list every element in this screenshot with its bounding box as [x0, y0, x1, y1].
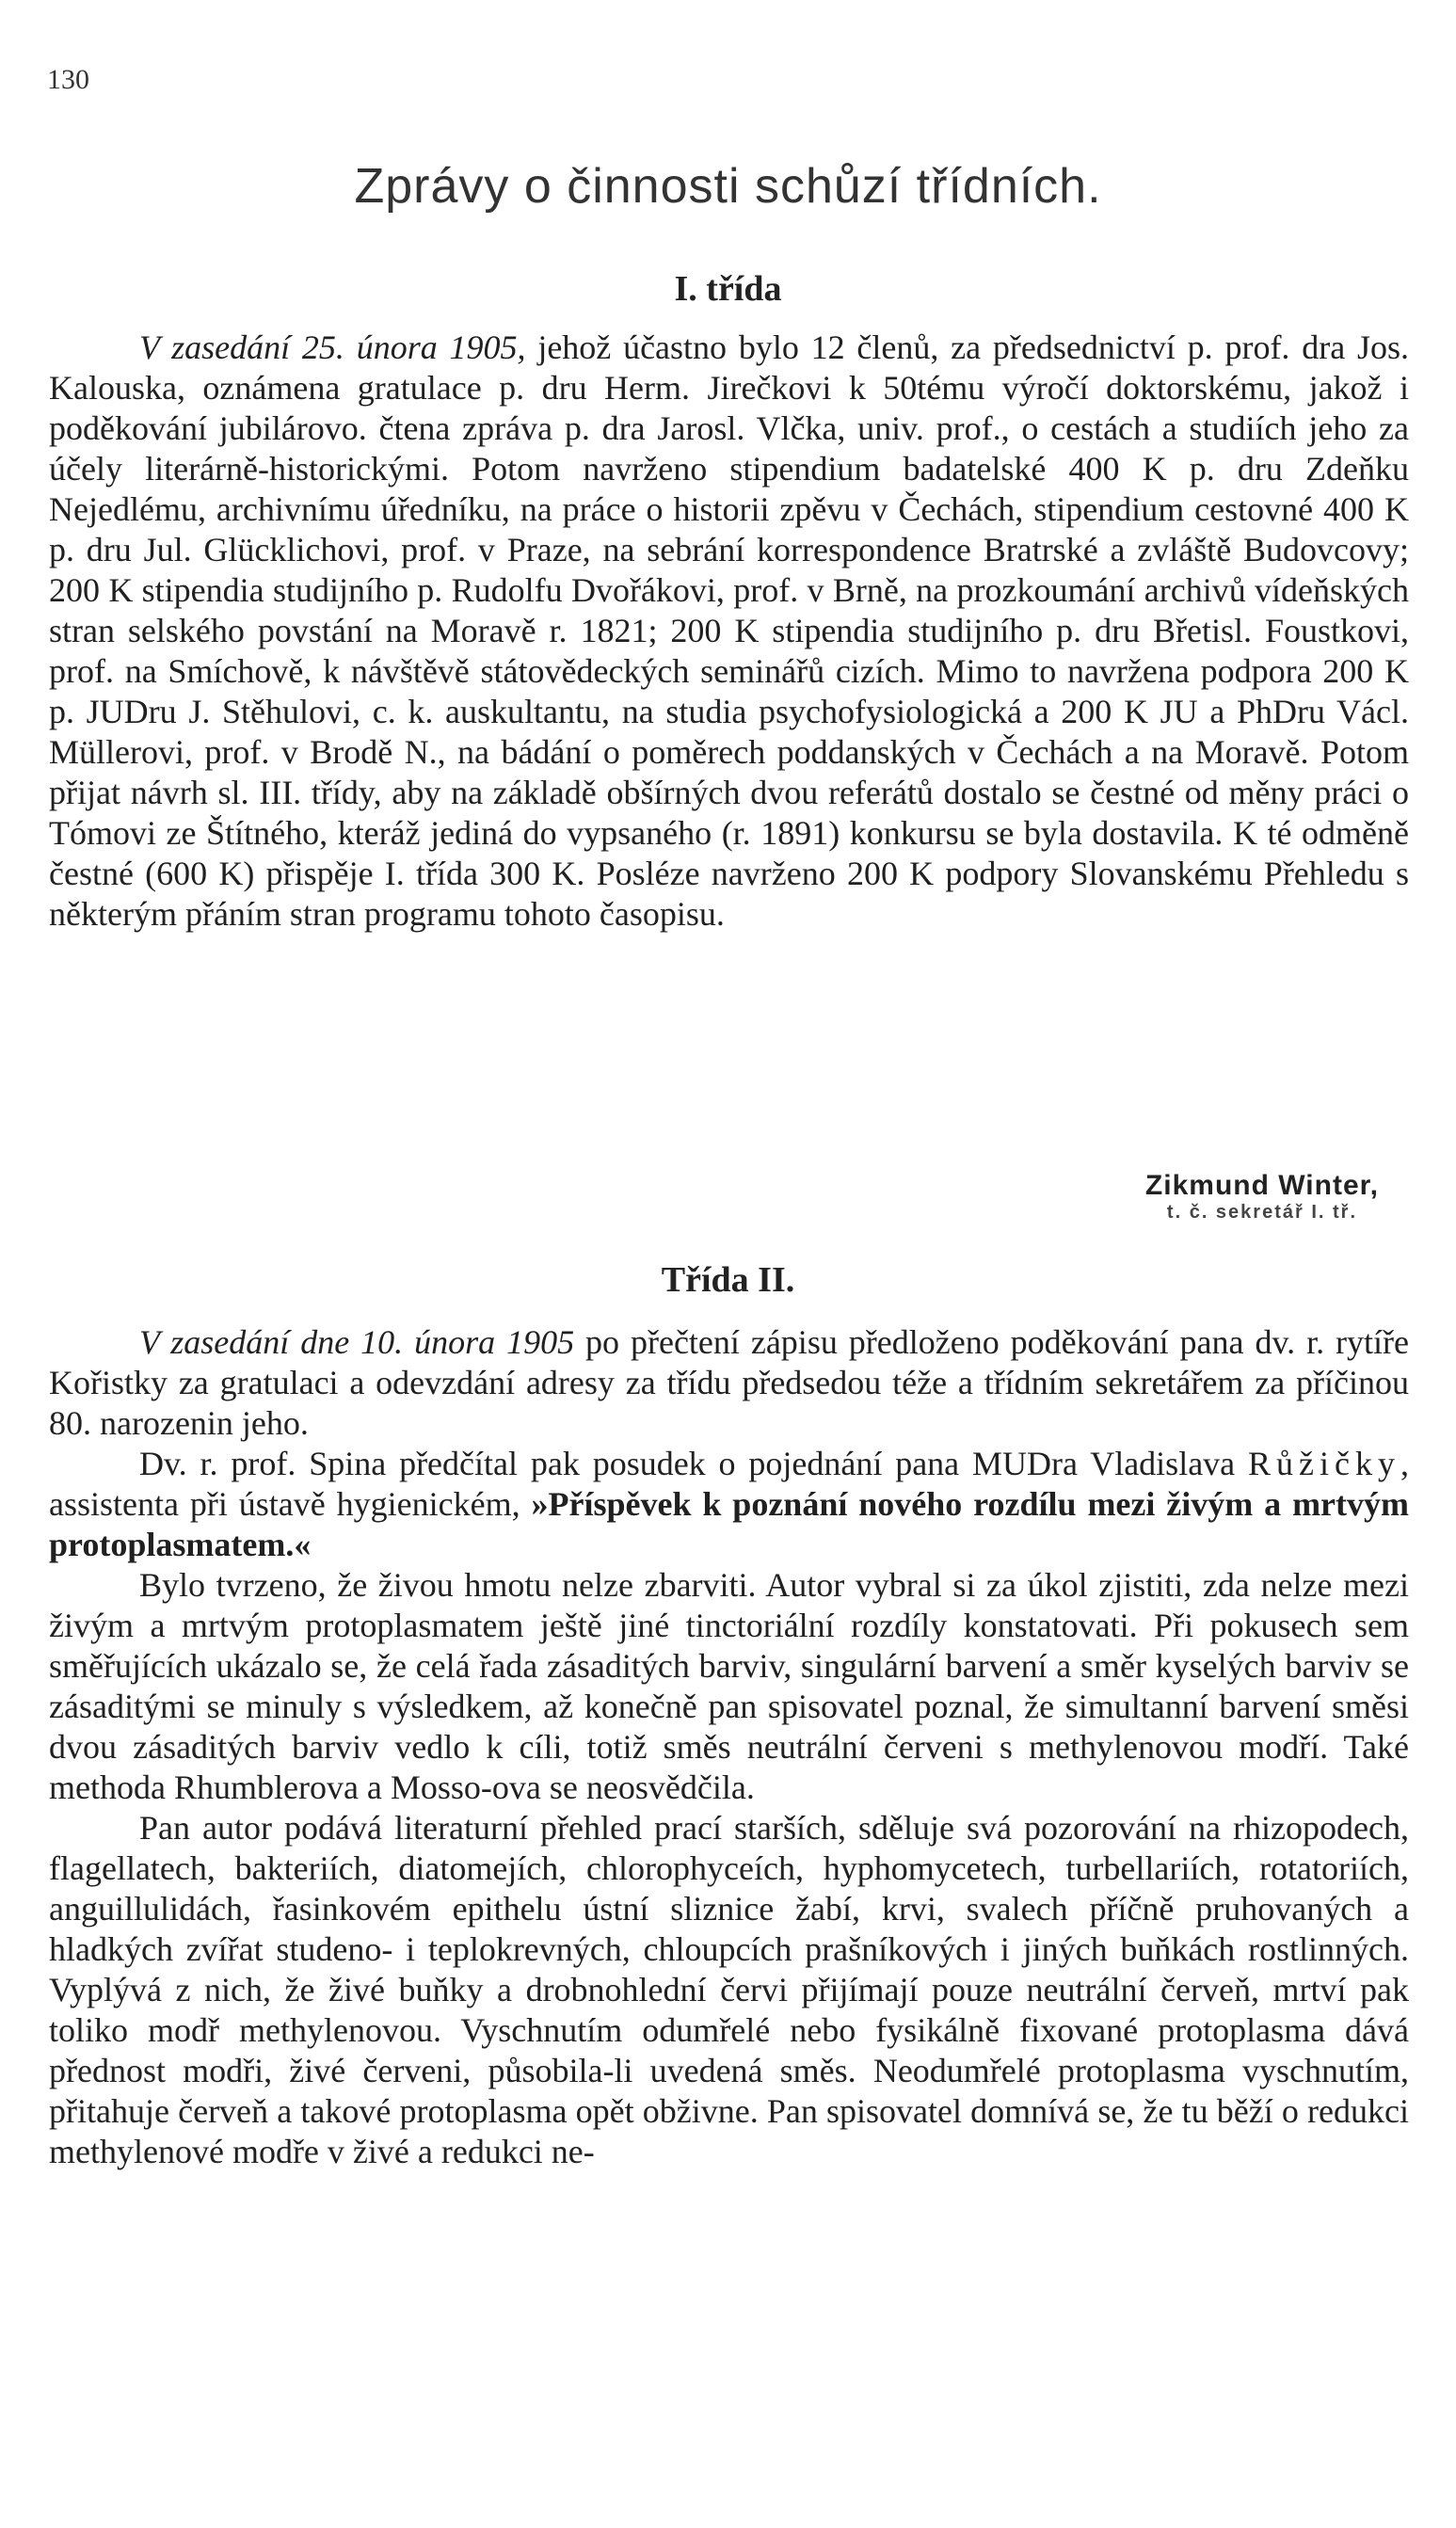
- section-2-paragraph-4: Pan autor podává literaturní přehled prací starších, sděluje svá pozorování na rhizopodech, flagellatech, bakteriích, diatomejích, chlorophyceích, hyphomycetech, turbellariích, rotatoriích, anguillulidách, řasinkovém epithelu ústní sliznice žabí, krvi, svalech příčně pruhovaných a hladkých zvířat studeno- i teplokrevných, chloupcích prašníkových i jiných buňkách rostlinných. Vyplývá z nich, že živé buňky a drobnohlední červi přijímají pouze neutrální červeň, mrtví pak toliko modř methylenovou. Vyschnutím odumřelé nebo fysikálně fixované protoplasma dává přednost modři, živé červeni, působila-li uvedená směs. Neodumřelé protoplasma vyschnutím, přitahuje červeň a takové protoplasma opět obživne. Pan spisovatel domnívá se, že tu běží o redukci methylenové modře v živé a redukci ne-: [49, 1809, 1409, 2170]
- section-2-paragraph-2: [49, 1444, 1409, 1565]
- page-title: Zprávy o činnosti schůzí třídních.: [354, 159, 1102, 214]
- signature-role: t. č. sekretář I. tř.: [1166, 1202, 1357, 1223]
- paragraph-text: Dv. r. prof. Spina předčítal pak posudek o pojednání pana MUDra Vladislava: [139, 1445, 1249, 1482]
- section-1-paragraph: [49, 328, 1409, 935]
- author-name-spaced: Růžičky: [1248, 1445, 1400, 1482]
- paragraph-text: po přečtení zápisu předloženo poděkování pana dv. r. rytíře Kořistky za gratulaci a odevzdání adresy za třídu předsedou téže a třídním sekretářem za příčinou 80. narozenin jeho.: [49, 1323, 1409, 1442]
- section-heading-class-1: I. třída: [674, 269, 782, 309]
- section-heading-class-2: Třída II.: [661, 1260, 795, 1300]
- session-date-italic: V zasedání dne 10. února 1905: [139, 1323, 575, 1361]
- page-number: 130: [47, 64, 89, 95]
- signature-name: Zikmund Winter,: [1144, 1170, 1379, 1201]
- paragraph-text: , assistenta při ústavě hygienickém,: [49, 1445, 1409, 1523]
- paragraph-text: jehož účastno bylo 12 členů, za předsednictví p. prof. dra Jos. Kalouska, oznámena gratulace p. dru Herm. Jirečkovi k 50tému výročí doktorskému, jakož i poděkování jubilárovo. čtena zpráva p. dra Jarosl. Vlčka, univ. prof., o cestách a studiích jeho za účely literárně-historickými. Potom navrženo stipendium badatelské 400 K p. dru Zdeňku Nejedlému, archivnímu úředníku, na práce o historii zpěvu v Čechách, stipendium cestovné 400 K p. dru Jul. Glücklichovi, prof. v Praze, na sebrání korrespondence Bratrské a zvláště Budovcovy; 200 K stipendia studijního p. Rudolfu Dvořákovi, prof. v Brně, na prozkoumání archivů vídeňských stran selského povstání na Moravě r. 1821; 200 K stipendia studijního p. dru Břetisl. Foustkovi, prof. na Smíchově, k návštěvě státovědeckých seminářů cizích. Mimo to navržena podpora 200 K p. JUDru J. Stěhulovi, c. k. auskultantu, na studia psychofysiologická a 200 K JU a PhDru Václ. Müllerovi, prof. v Brodě N., na bádání o poměrech poddanských v Čechách a na Moravě. Potom přijat návrh sl. III. třídy, aby na základě obšírných dvou referátů dostalo se čestné od měny práci o Tómovi ze Štítného, kteráž jediná do vypsaného (r. 1891) konkursu se byla dostavila. K té odměně čestné (600 K) přispěje I. třída 300 K. Posléze navrženo 200 K podpory Slovanskému Přehledu s některým přáním stran programu tohoto časopisu.: [49, 328, 1409, 933]
- session-date-italic: V zasedání 25. února 1905,: [139, 328, 526, 366]
- section-2-body: [49, 1322, 1409, 2172]
- section-2-paragraph-1: [49, 1322, 1409, 1444]
- treatise-title-bold: »Příspěvek k poznání nového rozdílu mezi živým a mrtvým protoplasmatem.«: [49, 1485, 1410, 1563]
- signature-block: [1145, 1170, 1379, 1224]
- section-1-body: [49, 328, 1409, 935]
- section-2-paragraph-3: Bylo tvrzeno, že živou hmotu nelze zbarviti. Autor vybral si za úkol zjistiti, zda nelze mezi živým a mrtvým protoplasmatem ještě jiné tinctoriální rozdíly konstatovati. Při pokusech sem směřujících ukázalo se, že celá řada zásaditých barviv, singulární barvení a směr kyselých barviv se zásaditými se minuly s výsledkem, až konečně pan spisovatel poznal, že simultanní barvení směsi dvou zásaditých barviv vedlo k cíli, totiž směs neutrální červeni s methylenovou modří. Také methoda Rhumblerova a Mosso-ova se neosvědčila.: [49, 1566, 1409, 1806]
